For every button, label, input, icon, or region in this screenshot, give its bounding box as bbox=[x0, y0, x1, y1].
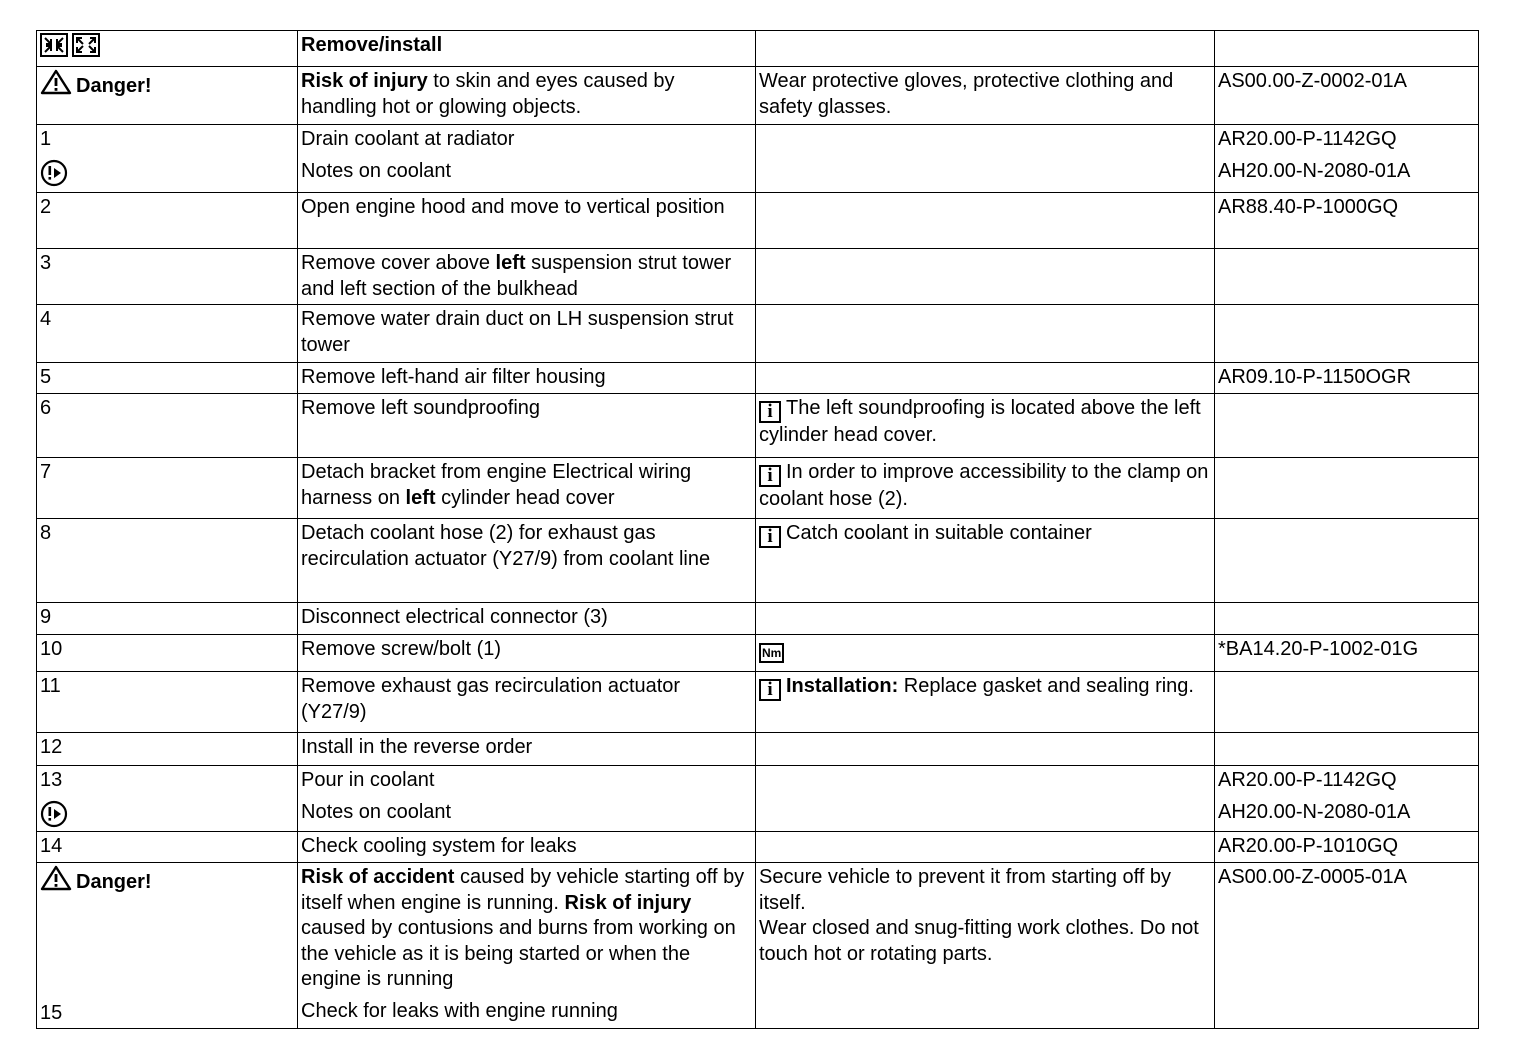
step-ref-link[interactable]: AR09.10-P-1150OGR bbox=[1215, 363, 1479, 394]
step-row bbox=[37, 603, 1479, 635]
torque-nm-icon[interactable]: Nm bbox=[759, 643, 784, 663]
step-number: 12 bbox=[37, 733, 298, 766]
note-reference-icon bbox=[40, 159, 68, 187]
page-title: Remove/install bbox=[298, 31, 756, 67]
step-number: 2 bbox=[37, 193, 298, 249]
step-text: Pour in coolant bbox=[301, 769, 435, 791]
step-number: 11 bbox=[37, 672, 298, 733]
header-row bbox=[37, 31, 1479, 67]
step-number: 3 bbox=[37, 249, 298, 305]
step-text: Detach coolant hose (2) for exhaust gas recirculation actuator (Y27/9) from coolant line bbox=[298, 519, 756, 603]
step-sub-ref-link[interactable]: AH20.00-N-2080-01A bbox=[1218, 800, 1411, 823]
warning-triangle-icon bbox=[40, 69, 72, 95]
step-note-cell: i The left soundproofing is located above the left cylinder head cover. bbox=[756, 394, 1215, 458]
step-number: 9 bbox=[37, 603, 298, 635]
step-row bbox=[37, 363, 1479, 394]
step-text: Disconnect electrical connector (3) bbox=[298, 603, 756, 635]
danger-row bbox=[37, 67, 1479, 125]
step-row bbox=[37, 672, 1479, 733]
step-text: Remove screw/bolt (1) bbox=[298, 635, 756, 672]
warning-triangle-icon bbox=[40, 865, 72, 891]
step-text: Remove exhaust gas recirculation actuator (Y27/9) bbox=[298, 672, 756, 733]
note-reference-icon bbox=[40, 800, 68, 828]
danger-risk-cell: Risk of injury to skin and eyes caused by handling hot or glowing objects. bbox=[298, 67, 756, 125]
step-row bbox=[37, 125, 1479, 193]
danger-measure-text: Secure vehicle to prevent it from starting off by itself. bbox=[759, 866, 1172, 914]
step-text: Remove cover above left suspension strut tower and left section of the bulkhead bbox=[298, 249, 756, 305]
step-text: Check cooling system for leaks bbox=[298, 832, 756, 863]
step-text: Install in the reverse order bbox=[298, 733, 756, 766]
danger-measure-cell: Wear protective gloves, protective clothing and safety glasses. bbox=[756, 67, 1215, 125]
step-sub-text: Notes on coolant bbox=[301, 800, 452, 823]
remove-icon bbox=[40, 33, 68, 57]
step-number: 7 bbox=[37, 458, 298, 519]
step-text: Remove left-hand air filter housing bbox=[298, 363, 756, 394]
danger-label: Danger! bbox=[76, 871, 152, 893]
step-number: 8 bbox=[37, 519, 298, 603]
step-text: Detach bracket from engine Electrical wiring harness on left cylinder head cover bbox=[298, 458, 756, 519]
step-number: 4 bbox=[37, 305, 298, 363]
info-icon: i bbox=[759, 526, 781, 548]
step-row bbox=[37, 193, 1479, 249]
step-row bbox=[37, 832, 1479, 863]
step-ref-link[interactable]: AR88.40-P-1000GQ bbox=[1215, 193, 1479, 249]
remove-install-icons-cell bbox=[37, 31, 298, 67]
step-number: 15 bbox=[40, 1001, 63, 1024]
danger-risk-text: Risk of accident caused by vehicle starting off by itself when engine is running. Risk of injury caused by contusions and burns from working on the vehicle as it is being started or when the engine is running bbox=[301, 866, 745, 990]
step-sub-text: Notes on coolant bbox=[301, 159, 452, 182]
step-row bbox=[37, 394, 1479, 458]
danger-ref-link[interactable]: AS00.00-Z-0005-01A bbox=[1215, 863, 1479, 1029]
info-icon: i bbox=[759, 465, 781, 487]
step-note-cell: i Catch coolant in suitable container bbox=[756, 519, 1215, 603]
step-number: 6 bbox=[37, 394, 298, 458]
step-note-cell: i Installation: Replace gasket and sealing ring. bbox=[756, 672, 1215, 733]
step-row bbox=[37, 766, 1479, 832]
info-icon: i bbox=[759, 679, 781, 701]
step-number: 14 bbox=[37, 832, 298, 863]
step-text: Remove left soundproofing bbox=[298, 394, 756, 458]
step-row bbox=[37, 635, 1479, 672]
step-text: Open engine hood and move to vertical position bbox=[298, 193, 756, 249]
danger-measure-text: Wear closed and snug-fitting work clothes. Do not touch hot or rotating parts. bbox=[759, 917, 1199, 965]
danger-label-cell bbox=[37, 67, 298, 125]
step-row bbox=[37, 458, 1479, 519]
step-row bbox=[37, 733, 1479, 766]
step-ref-link[interactable]: AR20.00-P-1142GQ bbox=[1218, 769, 1397, 791]
danger-ref-link[interactable]: AS00.00-Z-0002-01A bbox=[1215, 67, 1479, 125]
step-number: 13 bbox=[40, 769, 63, 791]
step-row bbox=[37, 249, 1479, 305]
step-text: Drain coolant at radiator bbox=[301, 128, 515, 150]
step-ref-link[interactable]: AR20.00-P-1010GQ bbox=[1215, 832, 1479, 863]
danger-label-cell bbox=[37, 863, 298, 1029]
step-number: 1 bbox=[40, 128, 52, 150]
install-icon bbox=[72, 33, 100, 57]
step-number: 10 bbox=[37, 635, 298, 672]
step-ref-link[interactable]: *BA14.20-P-1002-01G bbox=[1215, 635, 1479, 672]
step-text: Remove water drain duct on LH suspension strut tower bbox=[298, 305, 756, 363]
step-text: Check for leaks with engine running bbox=[301, 999, 618, 1022]
danger-label: Danger! bbox=[76, 75, 152, 97]
step-ref-link[interactable]: AR20.00-P-1142GQ bbox=[1218, 128, 1397, 150]
procedure-table bbox=[36, 30, 1479, 1029]
info-icon: i bbox=[759, 401, 781, 423]
step-note-cell: i In order to improve accessibility to the clamp on coolant hose (2). bbox=[756, 458, 1215, 519]
step-row bbox=[37, 519, 1479, 603]
step-sub-ref-link[interactable]: AH20.00-N-2080-01A bbox=[1218, 159, 1411, 182]
danger-row bbox=[37, 863, 1479, 1029]
step-number: 5 bbox=[37, 363, 298, 394]
step-row bbox=[37, 305, 1479, 363]
